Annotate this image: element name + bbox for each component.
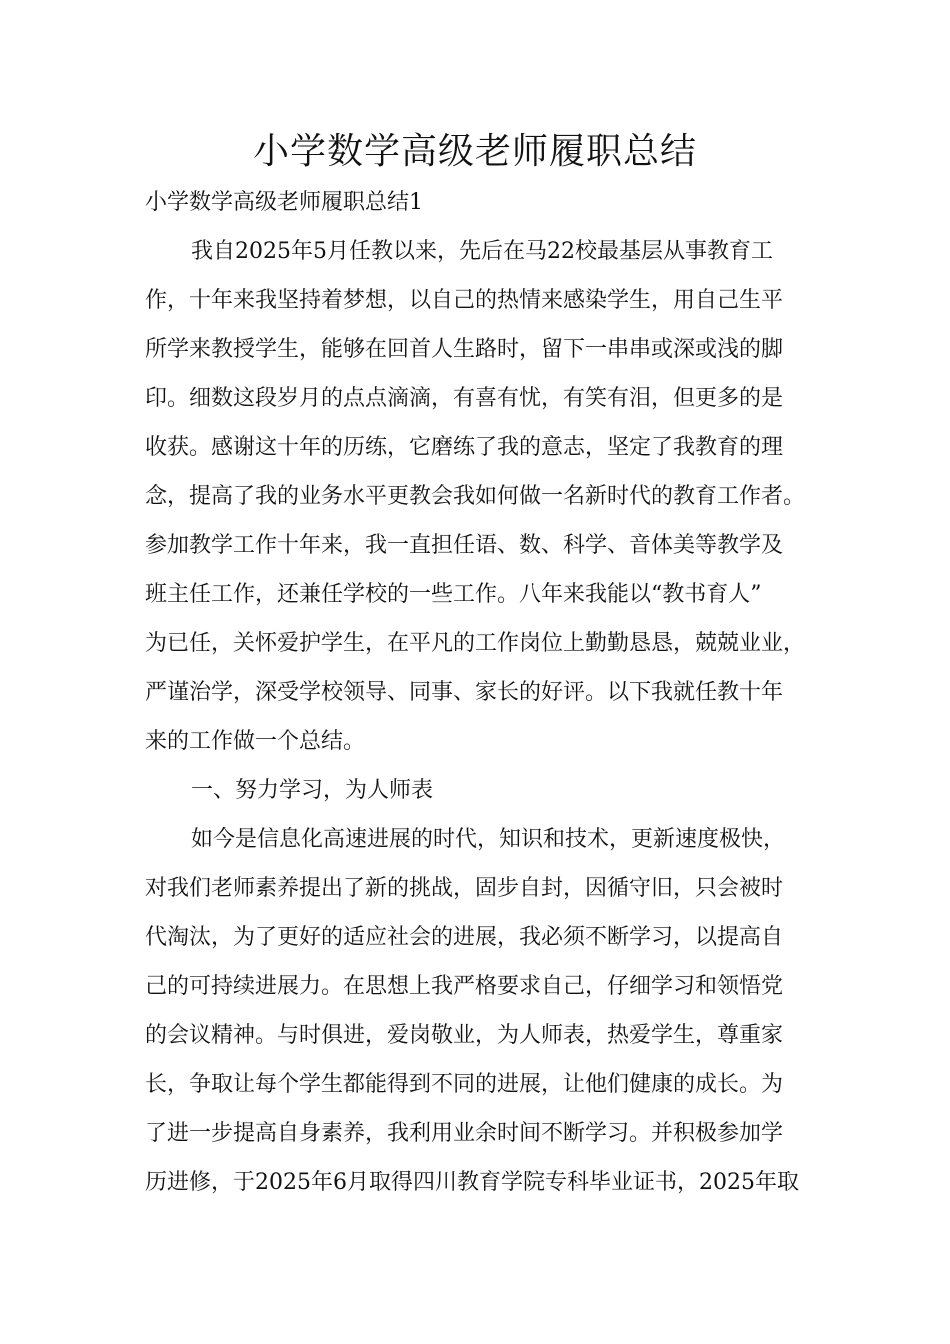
- paragraph-line: 长，争取让每个学生都能得到不同的进展，让他们健康的成长。为: [145, 1072, 784, 1097]
- paragraph-line: 对我们老师素养提出了新的挑战，固步自封，因循守旧，只会被时: [145, 876, 784, 901]
- paragraph-line: 参加教学工作十年来，我一直担任语、数、科学、音体美等教学及: [145, 533, 784, 558]
- paragraph-line: 作，十年来我坚持着梦想，以自己的热情来感染学生，用自己生平: [145, 288, 784, 313]
- paragraph-line: 己的可持续进展力。在思想上我严格要求自己，仔细学习和领悟党: [145, 974, 784, 999]
- paragraph-line: 了进一步提高自身素养，我利用业余时间不断学习。并积极参加学: [145, 1121, 784, 1146]
- paragraph-line: 念，提高了我的业务水平更教会我如何做一名新时代的教育工作者。: [145, 484, 806, 509]
- paragraph-line: 为已任，关怀爱护学生，在平凡的工作岗位上勤勤恳恳，兢兢业业，: [145, 631, 806, 656]
- paragraph-line: 历进修，于2025年6月取得四川教育学院专科毕业证书，2025年取: [145, 1170, 799, 1195]
- document-body: [145, 178, 825, 1207]
- paragraph-line: 印。细数这段岁月的点点滴滴，有喜有忧，有笑有泪，但更多的是: [145, 386, 784, 411]
- subtitle-line: 小学数学高级老师履职总结1: [145, 190, 423, 215]
- paragraph-line: 班主任工作，还兼任学校的一些工作。八年来我能以“教书育人”: [145, 582, 762, 607]
- paragraph-line: 严谨治学，深受学校领导、同事、家长的好评。以下我就任教十年: [145, 680, 784, 705]
- paragraph-line: 收获。感谢这十年的历练，它磨练了我的意志，坚定了我教育的理: [145, 435, 784, 460]
- paragraph-line: 来的工作做一个总结。: [145, 729, 366, 754]
- section-heading: 一、努力学习，为人师表: [191, 778, 434, 803]
- paragraph-line: 的会议精神。与时俱进，爱岗敬业，为人师表，热爱学生，尊重家: [145, 1023, 784, 1048]
- paragraph-line: 我自2025年5月任教以来，先后在马22校最基层从事教育工: [191, 239, 773, 264]
- paragraph-line: 代淘汰，为了更好的适应社会的进展，我必须不断学习，以提高自: [145, 925, 784, 950]
- document-title: 小学数学高级老师履职总结: [252, 131, 697, 172]
- paragraph-line: 所学来教授学生，能够在回首人生路时，留下一串串或深或浅的脚: [145, 337, 784, 362]
- paragraph-line: 如今是信息化高速进展的时代，知识和技术，更新速度极快，: [191, 827, 786, 852]
